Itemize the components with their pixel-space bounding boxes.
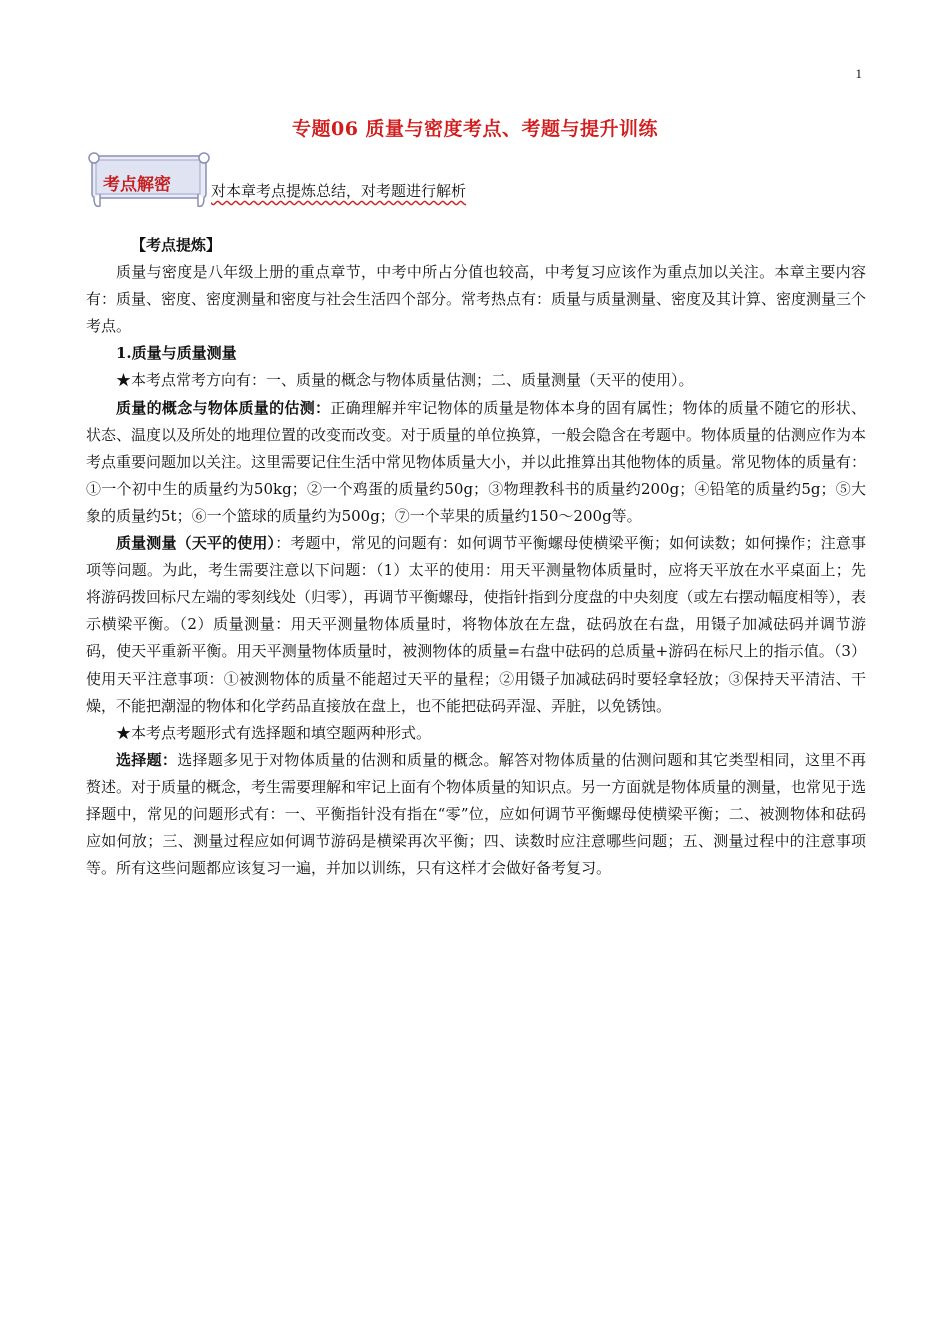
paragraph-text: 选择题多见于对物体质量的估测和质量的概念。解答对物体质量的估测问题和其它类型相同，这里不再赘述。对于质量的概念，考生需要理解和牢记上面有个物体质量的知识点。另一方面就是物体质量的测量，也常见于选择题中，常见的问题形式有：一、平衡指针没有指在“零”位，应如何调节平衡螺母使横梁平衡；二、被测物体和砝码应如何放；三、测量过程应如何调节游码是横梁再次平衡；四、读数时应注意哪些问题；五、测量过程中的注意事项等。所有这些问题都应该复习一遍，并加以训练，只有这样才会做好备考复习。	[86, 750, 867, 878]
banner-caption: 对本章考点提炼总结，对考题进行解析	[211, 182, 467, 200]
section-heading: 【考点提炼】	[131, 236, 222, 254]
paragraph-choice-questions	[86, 747, 866, 882]
paragraph-balance-use	[86, 530, 866, 720]
paragraph-lead: 选择题：	[116, 750, 178, 769]
paragraph-lead: 质量测量（天平的使用）	[116, 534, 276, 553]
subsection-heading: 1.质量与质量测量	[116, 344, 237, 363]
star-note-1: ★本考点常考方向有：一、质量的概念与物体质量估测；二、质量测量（天平的使用）。	[116, 371, 694, 390]
paragraph-mass-estimation	[86, 395, 866, 530]
article-body	[86, 232, 867, 882]
paragraph-text: 正确理解并牢记物体的质量是物体本身的固有属性；物体的质量不随它的形状、状态、温度以及所处的地理位置的改变而改变。对于质量的单位换算，一般会隐含在考题中。物体质量的估测应作为本考点重要问题加以关注。这里需要记住生活中常见物体质量大小，并以此推算出其他物体的质量。常见物体的质量有：①一个初中生的质量约为50kg；②一个鸡蛋的质量约50g；③物理教科书的质量约200g；④铅笔的质量约5g；⑤大象的质量约5t；⑥一个篮球的质量约为500g；⑦一个苹果的质量约150～200g等。	[86, 398, 867, 525]
paragraph-text: ：考题中，常见的问题有：如何调节平衡螺母使横梁平衡；如何读数；如何操作；注意事项等问题。为此，考生需要注意以下问题：（1）太平的使用：用天平测量物体质量时，应将天平放在水平桌面上；先将游码拨回标尺左端的零刻线处（归零），再调节平衡螺母，使指针指到分度盘的中央刻度（或左右摆动幅度相等），表示横梁平衡。（2）质量测量：用天平测量物体质量时，将物体放在左盘，砝码放在右盘，用镊子加减砝码并调节游码，使天平重新平衡。用天平测量物体质量时，被测物体的质量=右盘中砝码的总质量+游码在标尺上的指示值。（3）使用天平注意事项：①被测物体的质量不能超过天平的量程；②用镊子加减砝码时要轻拿轻放；③保持天平清洁、干燥，不能把潮湿的物体和化学药品直接放在盘上，也不能把砝码弄湿、弄脏，以免锈蚀。	[86, 534, 867, 715]
page-title: 专题06 质量与密度考点、考题与提升训练	[291, 118, 659, 140]
intro-paragraph: 质量与密度是八年级上册的重点章节，中考中所占分值也较高，中考复习应该作为重点加以关注。本章主要内容有：质量、密度、密度测量和密度与社会生活四个部分。常考热点有：质量与质量测量、密度及其计算、密度测量三个考点。	[86, 263, 867, 336]
banner-label: 考点解密	[103, 175, 171, 195]
paragraph-lead: 质量的概念与物体质量的估测：	[116, 398, 331, 417]
star-note-2: ★本考点考题形式有选择题和填空题两种形式。	[116, 723, 432, 742]
page-number: 1	[855, 66, 862, 81]
